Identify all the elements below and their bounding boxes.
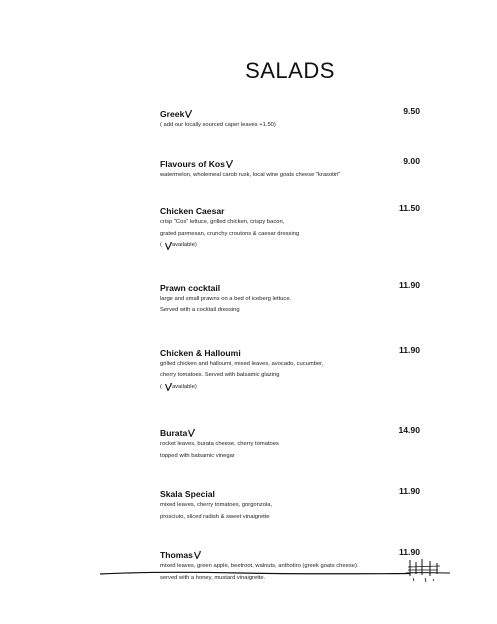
- description-line: grilled chicken and halloumi, mixed leaves, avocado, cucumber,: [160, 360, 324, 367]
- menu-item: [160, 343, 420, 394]
- menu-item-price: 11.90: [398, 547, 420, 557]
- vegetarian-v-icon: [165, 242, 172, 250]
- menu-item: [160, 278, 420, 317]
- menu-item-description: [160, 170, 420, 182]
- menu-item-name: [160, 487, 215, 501]
- menu-item: [160, 201, 420, 252]
- menu-item-name: [160, 157, 233, 171]
- menu-item-name: [160, 281, 220, 295]
- menu-item-header: [160, 278, 420, 292]
- menu-item-name: [160, 107, 192, 121]
- description-line: topped with balsamic vinegar: [160, 452, 235, 459]
- menu-item-header: [160, 343, 420, 357]
- description-line: rocket leaves, burata cheese, cherry tomatoes: [160, 441, 279, 447]
- description-line: large and small prawns on a bed of iceberg lettuce.: [160, 295, 292, 302]
- menu-item-name: [160, 346, 241, 360]
- menu-item-price: 11.50: [398, 203, 420, 213]
- menu-item-header: [160, 545, 420, 559]
- menu-item-name: [160, 426, 195, 440]
- menu-item-name-text: Chicken & Halloumi: [160, 347, 241, 358]
- page-title: SALADS: [245, 58, 335, 83]
- vegetarian-v-icon: [188, 429, 195, 437]
- menu-item-name-text: Prawn cocktail: [160, 282, 221, 293]
- description-line: mixed leaves, cherry tomatoes, gorgonzola,: [160, 502, 273, 508]
- menu-item: [160, 484, 420, 523]
- menu-item-price: 9.00: [403, 155, 420, 166]
- menu-item-price: 14.90: [398, 425, 420, 435]
- description-line: watermelon, wholemeal carob rusk, local wine goats cheese "krasotiri": [160, 171, 341, 178]
- menu-item-description: [160, 439, 420, 462]
- vegetarian-v-icon: [165, 383, 172, 391]
- description-line: served with a honey, mustard vinaigrette.: [160, 574, 266, 581]
- menu-item-header: [160, 484, 420, 498]
- menu-item-description: [160, 120, 420, 132]
- menu-item-name-text: Thomas: [160, 550, 193, 560]
- description-line: ( add our locally sourced caper leaves +1.50): [160, 122, 276, 128]
- vegetarian-available-note: [160, 240, 420, 252]
- description-line: prosciuto, sliced radish & sweet vinaigrette: [160, 513, 270, 520]
- menu-item-description: [160, 359, 420, 394]
- menu-item-price: 9.50: [403, 106, 420, 116]
- description-line: grated parmesan, crunchy croutons & caesar dressing: [160, 230, 300, 237]
- menu-list: [160, 104, 420, 584]
- menu-item: [160, 154, 420, 182]
- note-open: (: [160, 242, 162, 248]
- hand-drawn-line-icon: [100, 558, 450, 588]
- note-open: (: [160, 383, 162, 390]
- menu-item-price: 11.90: [398, 486, 420, 496]
- menu-item-name-text: Burata: [160, 428, 188, 438]
- menu-item-name-text: Greek: [160, 109, 185, 119]
- menu-item-description: [160, 294, 420, 317]
- note-close: available): [171, 383, 197, 390]
- menu-item-header: [160, 104, 420, 118]
- menu-item-header: [160, 201, 420, 215]
- description-line: mixed leaves, green apple, beetroot, walnuts, anthotiro (greek goats cheese).: [160, 563, 359, 569]
- description-line: cherry tomatoes. Served with balsamic glazing: [160, 372, 280, 378]
- vegetarian-available-note: [160, 382, 420, 394]
- note-close: available): [171, 242, 197, 248]
- menu-item-name-text: Flavours of Kos: [160, 158, 225, 169]
- menu-item-description: [160, 217, 420, 252]
- menu-item: [160, 104, 420, 132]
- vegetarian-v-icon: [185, 110, 192, 118]
- menu-item-name-text: Chicken Caesar: [160, 206, 225, 216]
- menu-item-description: [160, 500, 420, 523]
- vegetarian-v-icon: [226, 160, 233, 168]
- description-line: Served with a cocktail dressing: [160, 307, 240, 313]
- menu-item-price: 11.90: [398, 344, 420, 355]
- menu-item: [160, 423, 420, 462]
- menu-item-name-text: Skala Special: [160, 489, 215, 499]
- description-line: crisp "Cos" lettuce, grilled chicken, crispy bacon,: [160, 219, 285, 225]
- menu-item-header: [160, 154, 420, 168]
- menu-item-header: [160, 423, 420, 437]
- menu-item-name: [160, 204, 225, 218]
- menu-item-price: 11.90: [398, 279, 420, 290]
